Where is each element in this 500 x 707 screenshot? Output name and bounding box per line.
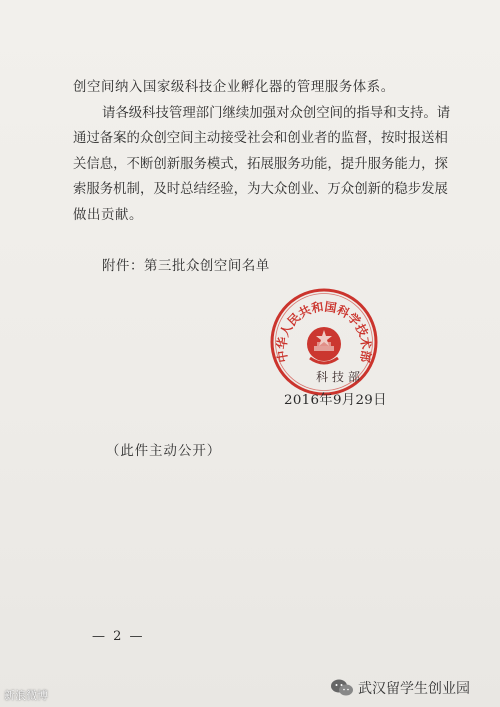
body-line: 创空间纳入国家级科技企业孵化器的管理服务体系。 — [73, 80, 395, 95]
signature: 科技部 — [316, 370, 365, 384]
body-line: 做出贡献。 — [73, 208, 143, 223]
public-note: （此件主动公开） — [106, 444, 222, 459]
wechat-watermark — [330, 676, 470, 700]
svg-text:中华人民共和国科学技术部: 中华人民共和国科学技术部 — [274, 299, 374, 364]
body-line: 通过备案的众创空间主动接受社会和创业者的监督，按时报送相 — [73, 131, 448, 146]
watermark-right-text: 武汉留学生创业园 — [358, 681, 470, 697]
body-line: 请各级科技管理部门继续加强对众创空间的指导和支持。请 — [102, 106, 451, 121]
national-emblem-icon — [307, 327, 341, 363]
body-line: 索服务机制，及时总结经验，为大众创业、万众创新的稳步发展 — [73, 182, 448, 197]
attachment-line: 附件：第三批众创空间名单 — [102, 259, 270, 274]
body-line: 关信息，不断创新服务模式，拓展服务功能，提升服务能力，探 — [73, 157, 448, 172]
watermark-left: 新浪微博 — [4, 689, 48, 702]
document-date: 2016年9月29日 — [284, 393, 387, 408]
page-number: — 2 — — [92, 629, 145, 644]
wechat-icon — [330, 678, 354, 698]
